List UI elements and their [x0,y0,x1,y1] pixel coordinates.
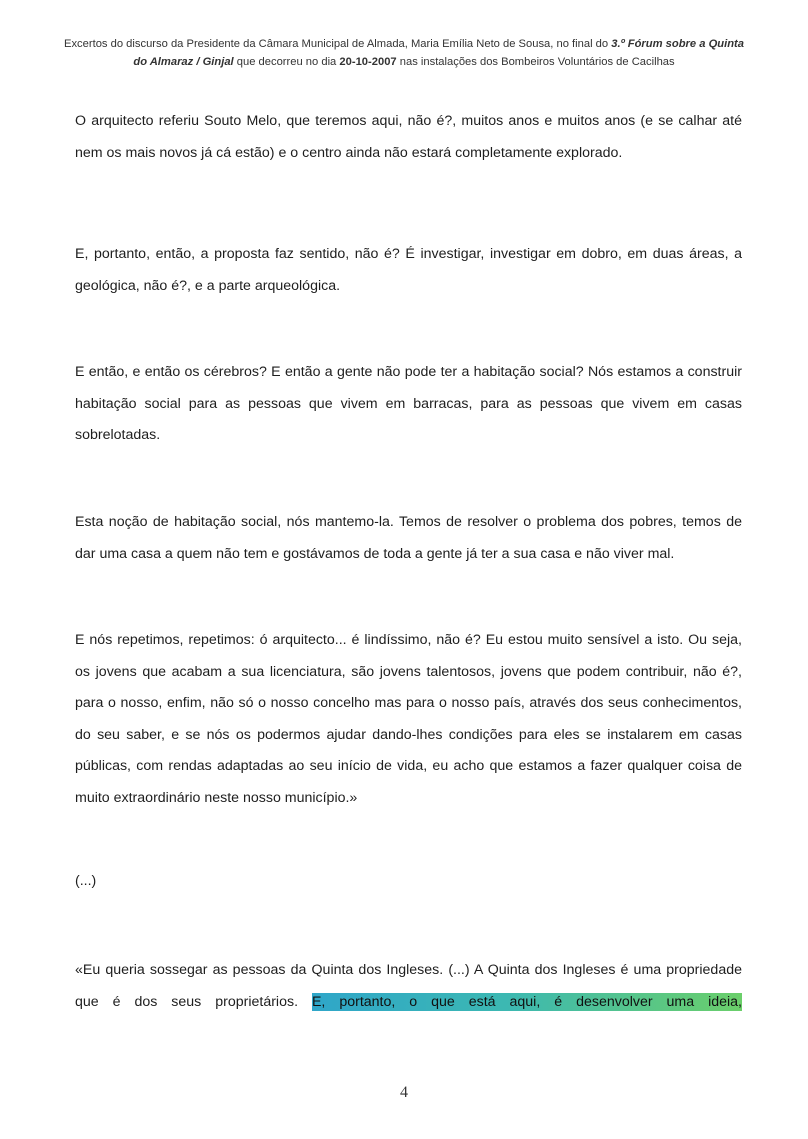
page-header [60,35,748,71]
ellipsis-paragraph: (...) [75,873,97,889]
page-number: 4 [400,1084,408,1101]
paragraph-4: Esta noção de habitação social, nós mantemo-la. Temos de resolver o problema dos pobres, temos de dar uma casa a quem não tem e gostávamos de toda a gente já ter a sua casa e não viver mal. [75,514,742,562]
header-forum-title: 3.º Fórum sobre a Quinta do Almaraz / Ginjal [133,38,744,68]
header-location: nas instalações dos Bombeiros Voluntários de Cacilhas [396,56,675,68]
paragraph-2: E, portanto, então, a proposta faz sentido, não é? É investigar, investigar em dobro, em duas áreas, a geológica, não é?, e a parte arqueológica. [75,246,742,294]
paragraph-5: E nós repetimos, repetimos: ó arquitecto... é lindíssimo, não é? Eu estou muito sensível a isto. Ou seja, os jovens que acabam a sua licenciatura, são jovens talentosos, jovens que podem contribuir, não é?, para o nosso, enfim, não só o nosso concelho mas para o nosso país, através dos seus conhecimentos, do seu saber, e se nós os podermos ajudar dando-lhes condições para eles se instalarem em casas públicas, com rendas adaptadas ao seu início de vida, eu acho que estamos a fazer qualquer coisa de muito extraordinário neste nosso município.» [75,632,742,806]
header-intro: Excertos do discurso da Presidente da Câmara Municipal de Almada, Maria Emília Neto de Sousa, no final do [64,38,612,50]
paragraph-1: O arquitecto referiu Souto Melo, que teremos aqui, não é?, muitos anos e muitos anos (e se calhar até nem os mais novos já cá estão) e o centro ainda não estará completamente explorado. [75,113,742,161]
paragraph-7 [75,955,742,1018]
paragraph-3: E então, e então os cérebros? E então a gente não pode ter a habitação social? Nós estamos a construir habitação social para as pessoas que vivem em barracas, para as pessoas que vivem em casas sobrelotadas. [75,364,742,443]
paragraph-7-text: «Eu queria sossegar as pessoas da Quinta dos Ingleses. (...) A Quinta dos Ingleses é uma propriedade que é dos seus proprietários. [75,962,742,1010]
header-date: 20-10-2007 [339,56,397,68]
header-held-on: que decorreu no dia [233,56,340,68]
highlighted-text: E, portanto, o que está aqui, é desenvolver uma ideia, [311,993,742,1010]
